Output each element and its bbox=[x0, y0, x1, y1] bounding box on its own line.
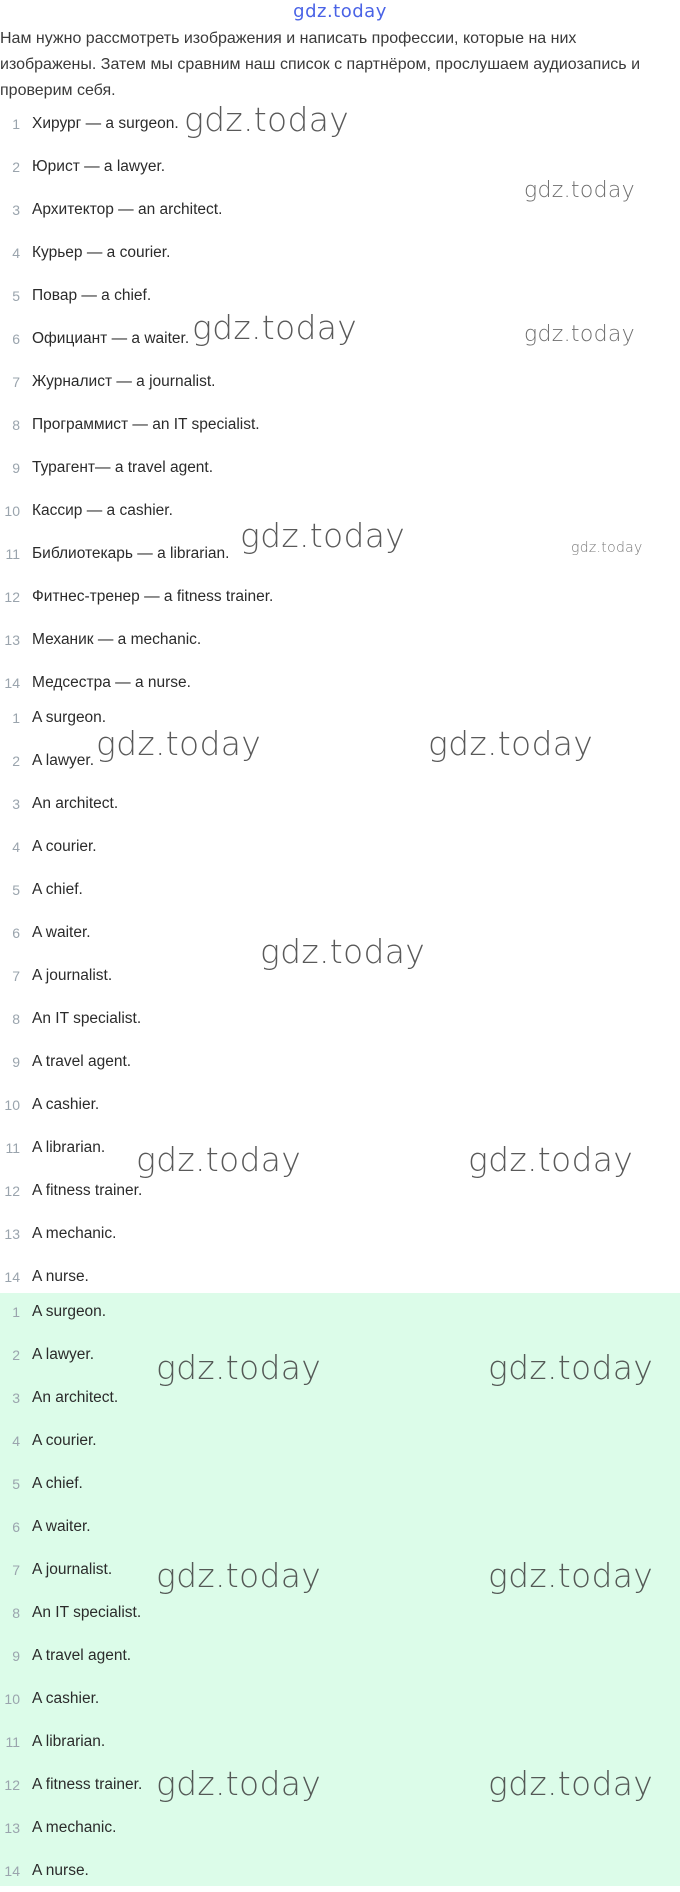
list-item bbox=[0, 1548, 680, 1591]
item-text: A surgeon. bbox=[32, 1302, 107, 1320]
item-text: A lawyer. bbox=[32, 751, 95, 769]
translations-list bbox=[0, 102, 680, 704]
list-item bbox=[0, 911, 680, 954]
item-text: A surgeon. bbox=[32, 708, 107, 726]
list-item bbox=[0, 1083, 680, 1126]
list-item bbox=[0, 618, 680, 661]
item-number: 4 bbox=[12, 838, 20, 855]
item-text: A journalist. bbox=[32, 966, 113, 984]
item-number: 10 bbox=[4, 1690, 20, 1707]
list-item bbox=[0, 1169, 680, 1212]
list-item bbox=[0, 696, 680, 739]
list-item bbox=[0, 1212, 680, 1255]
item-number: 5 bbox=[12, 881, 20, 898]
item-text: Турагент— a travel agent. bbox=[32, 458, 214, 476]
item-text: A courier. bbox=[32, 1431, 97, 1449]
watermark: gdz.today bbox=[488, 1348, 654, 1387]
item-number: 10 bbox=[4, 502, 20, 519]
list-item bbox=[0, 489, 680, 532]
item-number: 7 bbox=[12, 373, 20, 390]
list-item bbox=[0, 317, 680, 360]
watermark: gdz.today bbox=[240, 516, 406, 555]
item-text: A waiter. bbox=[32, 1517, 91, 1535]
watermark: gdz.today bbox=[468, 1140, 634, 1179]
item-number: 9 bbox=[12, 459, 20, 476]
item-number: 4 bbox=[12, 1432, 20, 1449]
list-item bbox=[0, 1040, 680, 1083]
item-number: 2 bbox=[12, 158, 20, 175]
watermark: gdz.today bbox=[260, 932, 426, 971]
list-item bbox=[0, 188, 680, 231]
item-number: 9 bbox=[12, 1647, 20, 1664]
list-item bbox=[0, 1763, 680, 1806]
item-text: Официант — a waiter. bbox=[32, 329, 190, 347]
item-text: A mechanic. bbox=[32, 1224, 117, 1242]
item-text: An IT specialist. bbox=[32, 1603, 142, 1621]
item-number: 5 bbox=[12, 1475, 20, 1492]
watermark: gdz.today bbox=[136, 1140, 302, 1179]
watermark: gdz.today bbox=[156, 1556, 322, 1595]
list-item bbox=[0, 825, 680, 868]
item-number: 1 bbox=[12, 115, 20, 132]
item-number: 14 bbox=[4, 1268, 20, 1285]
item-text: A chief. bbox=[32, 880, 83, 898]
list-item bbox=[0, 532, 680, 575]
list-item bbox=[0, 403, 680, 446]
list-item bbox=[0, 1126, 680, 1169]
item-number: 8 bbox=[12, 416, 20, 433]
list-item bbox=[0, 102, 680, 145]
list-item bbox=[0, 1677, 680, 1720]
watermark: gdz.today bbox=[156, 1764, 322, 1803]
item-number: 13 bbox=[4, 631, 20, 648]
item-number: 13 bbox=[4, 1819, 20, 1836]
watermark: gdz.today bbox=[184, 100, 350, 139]
item-text: A courier. bbox=[32, 837, 97, 855]
list-item bbox=[0, 1333, 680, 1376]
item-number: 1 bbox=[12, 1303, 20, 1320]
item-text: Медсестра — a nurse. bbox=[32, 673, 191, 691]
item-number: 13 bbox=[4, 1225, 20, 1242]
item-number: 12 bbox=[4, 1776, 20, 1793]
list-item bbox=[0, 782, 680, 825]
list-item bbox=[0, 1591, 680, 1634]
item-number: 10 bbox=[4, 1096, 20, 1113]
item-text: A librarian. bbox=[32, 1732, 106, 1750]
watermark: gdz.today bbox=[488, 1764, 654, 1803]
item-number: 1 bbox=[12, 709, 20, 726]
item-text: Хирург — a surgeon. bbox=[32, 114, 179, 132]
watermark: gdz.today bbox=[524, 178, 635, 203]
item-text: A travel agent. bbox=[32, 1052, 132, 1070]
item-number: 12 bbox=[4, 1182, 20, 1199]
list-item bbox=[0, 1634, 680, 1677]
item-number: 3 bbox=[12, 201, 20, 218]
item-number: 11 bbox=[5, 1139, 20, 1156]
item-number: 6 bbox=[12, 1518, 20, 1535]
list-item bbox=[0, 954, 680, 997]
site-logo[interactable]: gdz.today bbox=[293, 1, 387, 22]
list-item bbox=[0, 868, 680, 911]
item-text: An architect. bbox=[32, 794, 119, 812]
watermark: gdz.today bbox=[524, 322, 635, 347]
item-number: 11 bbox=[5, 1733, 20, 1750]
item-text: An IT specialist. bbox=[32, 1009, 142, 1027]
item-text: A fitness trainer. bbox=[32, 1181, 143, 1199]
item-number: 6 bbox=[12, 924, 20, 941]
list-item bbox=[0, 1419, 680, 1462]
item-text: A nurse. bbox=[32, 1267, 89, 1285]
item-text: A waiter. bbox=[32, 923, 91, 941]
watermark: gdz.today bbox=[96, 724, 262, 763]
list-item bbox=[0, 145, 680, 188]
list-item bbox=[0, 274, 680, 317]
item-text: A lawyer. bbox=[32, 1345, 95, 1363]
item-text: Юрист — a lawyer. bbox=[32, 157, 166, 175]
item-number: 11 bbox=[5, 545, 20, 562]
watermark: gdz.today bbox=[156, 1348, 322, 1387]
checked-answers-list bbox=[0, 1290, 680, 1892]
item-text: An architect. bbox=[32, 1388, 119, 1406]
item-number: 3 bbox=[12, 795, 20, 812]
item-number: 8 bbox=[12, 1604, 20, 1621]
item-number: 9 bbox=[12, 1053, 20, 1070]
item-text: Курьер — a courier. bbox=[32, 243, 171, 261]
list-item bbox=[0, 360, 680, 403]
item-text: Архитектор — an architect. bbox=[32, 200, 223, 218]
list-item bbox=[0, 231, 680, 274]
watermark: gdz.today bbox=[428, 724, 594, 763]
item-number: 5 bbox=[12, 287, 20, 304]
item-text: Повар — a chief. bbox=[32, 286, 152, 304]
watermark: gdz.today bbox=[571, 540, 643, 556]
item-text: A nurse. bbox=[32, 1861, 89, 1879]
item-text: Кассир — a cashier. bbox=[32, 501, 173, 519]
item-number: 7 bbox=[12, 967, 20, 984]
watermark: gdz.today bbox=[488, 1556, 654, 1595]
item-text: Библиотекарь — a librarian. bbox=[32, 544, 230, 562]
item-number: 8 bbox=[12, 1010, 20, 1027]
item-text: A travel agent. bbox=[32, 1646, 132, 1664]
item-number: 4 bbox=[12, 244, 20, 261]
list-item bbox=[0, 1290, 680, 1333]
list-item bbox=[0, 1720, 680, 1763]
item-text: A librarian. bbox=[32, 1138, 106, 1156]
item-text: A chief. bbox=[32, 1474, 83, 1492]
list-item bbox=[0, 1376, 680, 1419]
item-text: Механик — a mechanic. bbox=[32, 630, 202, 648]
answers-list bbox=[0, 696, 680, 1298]
item-number: 6 bbox=[12, 330, 20, 347]
list-item bbox=[0, 1462, 680, 1505]
task-description: Нам нужно рассмотреть изображения и написать профессии, которые на них изображены. Затем мы сравним наш список с партнёром, прослушаем аудиозапись и проверим себя. bbox=[0, 30, 640, 99]
list-item bbox=[0, 446, 680, 489]
item-number: 12 bbox=[4, 588, 20, 605]
item-number: 14 bbox=[4, 674, 20, 691]
list-item bbox=[0, 1505, 680, 1548]
item-number: 3 bbox=[12, 1389, 20, 1406]
item-text: Фитнес-тренер — a fitness trainer. bbox=[32, 587, 274, 605]
item-text: Журналист — a journalist. bbox=[32, 372, 216, 390]
item-text: A mechanic. bbox=[32, 1818, 117, 1836]
list-item bbox=[0, 575, 680, 618]
list-item bbox=[0, 1806, 680, 1849]
item-number: 2 bbox=[12, 752, 20, 769]
list-item bbox=[0, 739, 680, 782]
item-text: A cashier. bbox=[32, 1095, 100, 1113]
item-number: 2 bbox=[12, 1346, 20, 1363]
watermark: gdz.today bbox=[192, 308, 358, 347]
item-text: A cashier. bbox=[32, 1689, 100, 1707]
list-item bbox=[0, 997, 680, 1040]
item-text: Программист — an IT specialist. bbox=[32, 415, 260, 433]
item-number: 7 bbox=[12, 1561, 20, 1578]
item-number: 14 bbox=[4, 1862, 20, 1879]
item-text: A fitness trainer. bbox=[32, 1775, 143, 1793]
item-text: A journalist. bbox=[32, 1560, 113, 1578]
site-header bbox=[0, 0, 680, 26]
